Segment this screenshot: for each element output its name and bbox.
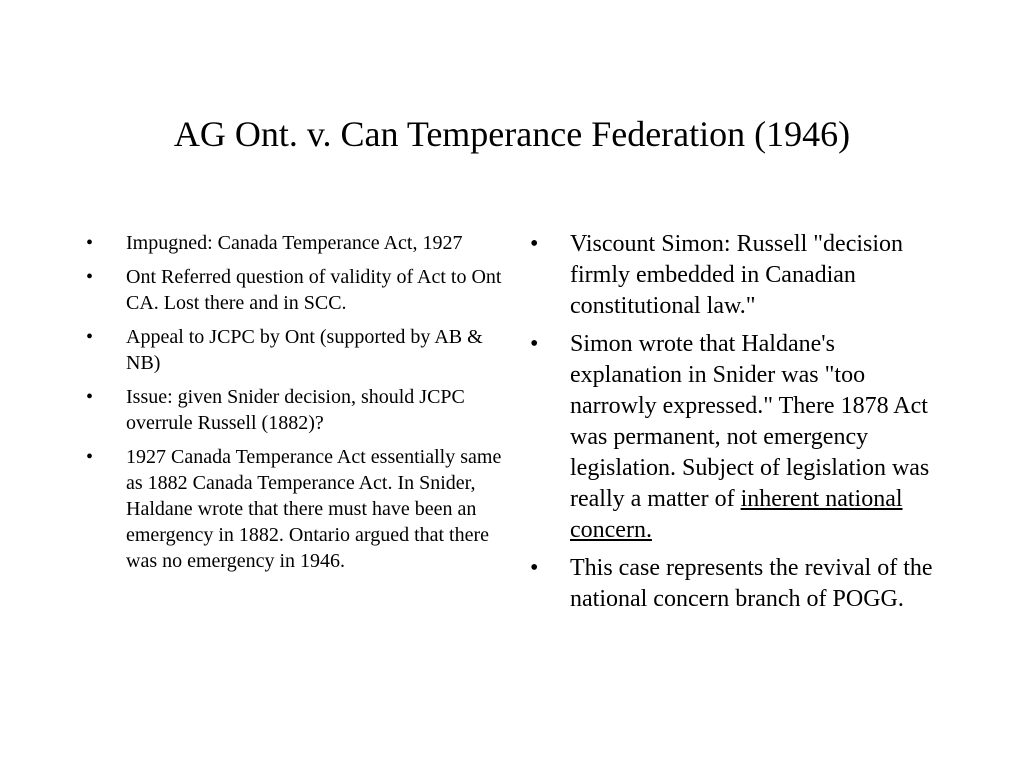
right-bullet-list xyxy=(530,229,940,622)
list-item xyxy=(530,229,940,322)
bullet-icon: • xyxy=(86,266,94,288)
list-item xyxy=(86,264,506,316)
list-item-text: 1927 Canada Temperance Act essentially same as 1882 Canada Temperance Act. In Snider, Haldane wrote that there must have been an emergency in 1882. Ontario argued that there was no emergency in 1946. xyxy=(126,446,502,572)
list-item-text: This case represents the revival of the national concern branch of POGG. xyxy=(570,555,933,612)
bullet-icon: • xyxy=(86,446,94,468)
bullet-icon: • xyxy=(86,326,94,348)
bullet-icon: • xyxy=(86,386,94,408)
list-item-text: Appeal to JCPC by Ont (supported by AB & NB) xyxy=(126,326,483,374)
bullet-icon: • xyxy=(530,231,539,257)
list-item xyxy=(530,553,940,615)
slide-title: AG Ont. v. Can Temperance Federation (1946) xyxy=(173,114,851,154)
list-item xyxy=(530,329,940,546)
bullet-icon: • xyxy=(86,232,94,254)
list-item xyxy=(86,384,506,436)
bullet-icon: • xyxy=(530,331,539,357)
list-item xyxy=(86,444,506,574)
list-item xyxy=(86,324,506,376)
list-item xyxy=(86,230,506,256)
list-item-text: Issue: given Snider decision, should JCPC overrule Russell (1882)? xyxy=(126,386,465,434)
list-item-text: Impugned: Canada Temperance Act, 1927 xyxy=(126,232,463,254)
bullet-icon: • xyxy=(530,555,539,581)
list-item-text: Ont Referred question of validity of Act to Ont CA. Lost there and in SCC. xyxy=(126,266,502,314)
list-item-text: Viscount Simon: Russell "decision firmly embedded in Canadian constitutional law." xyxy=(570,231,904,319)
underlined-phrase: inherent national concern. xyxy=(570,486,903,543)
left-bullet-list xyxy=(86,230,506,582)
list-item-text xyxy=(570,329,940,546)
list-item-text-plain: Simon wrote that Haldane's explanation in Snider was "too narrowly expressed." There 1878 Act was permanent, not emergency legislation. Subject of legislation was really a matter of xyxy=(570,331,930,512)
